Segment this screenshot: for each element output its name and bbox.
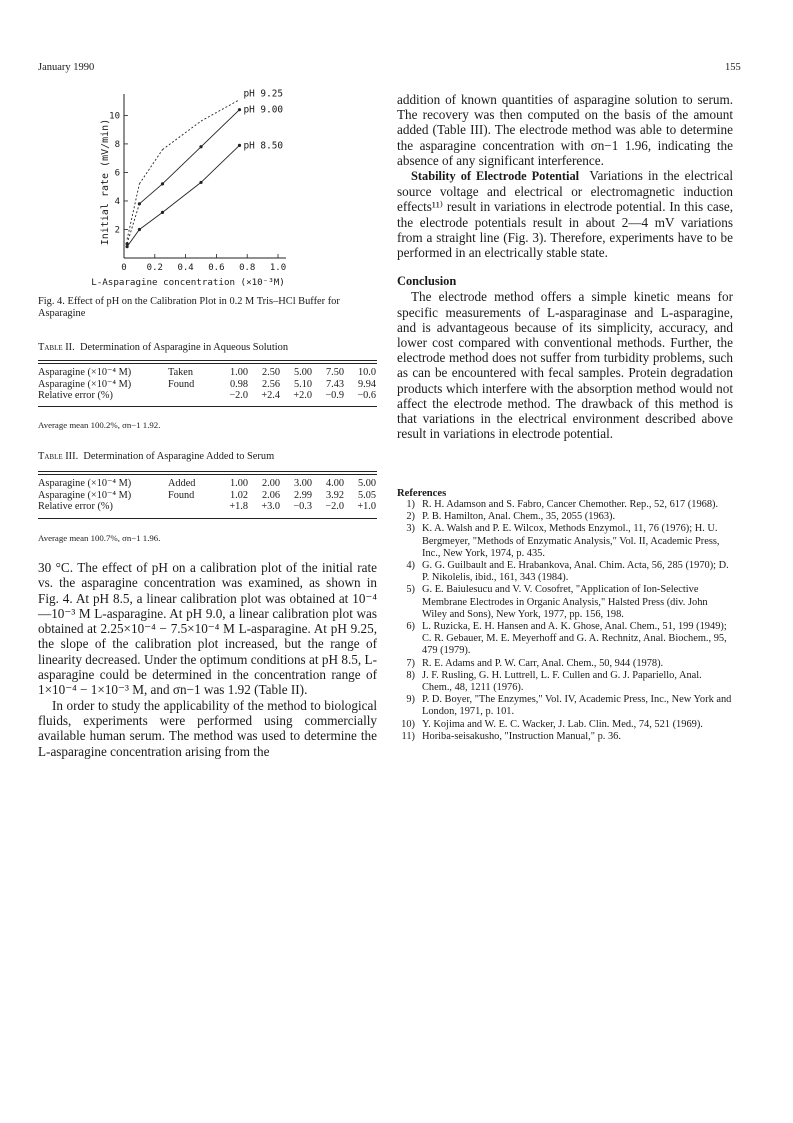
table3-row-kind	[168, 501, 216, 513]
reference-text: P. D. Boyer, "The Enzymes," Vol. IV, Academic Press, Inc., New York and London, 1971, p. 101.	[422, 694, 732, 718]
table3	[38, 478, 376, 513]
table3-row-kind: Added	[168, 478, 196, 489]
reference-text: Horiba-seisakusho, "Instruction Manual," p. 36.	[422, 730, 621, 742]
table3-cell: −0.3	[293, 501, 312, 512]
series-segment	[163, 147, 202, 184]
x-tick-label: 1.0	[269, 263, 287, 273]
reference-item	[397, 694, 733, 718]
table2-cell: 10.0	[357, 367, 376, 378]
table3-note: Average mean 100.7%, σn−1 1.96.	[38, 533, 161, 543]
right-paragraph-1: addition of known quantities of asparagine solution to serum. The recovery was then computed on the basis of the amount added (Table III). The electrode method was able to determine the asparagine concentration with σn−1 1.96, indicating the absence of any significant interference.	[397, 92, 733, 168]
table2-row	[38, 367, 376, 379]
reference-number: 4)	[406, 560, 415, 572]
table3-row	[38, 490, 376, 502]
series-label: pH 9.25	[243, 88, 284, 100]
figure-caption-text: Effect of pH on the Calibration Plot in 0.2 M Tris–HCl Buffer for Asparagine	[38, 296, 340, 319]
page-number: 155	[725, 62, 741, 73]
conclusion-text: The electrode method offers a simple kinetic means for specific measurements of L-asparaginase and L-asparagine, and is advantageous because of its simplicity, accuracy, and lower cost compared with conventional methods. Further, the electrode method does not suffer from turbidity problems, such as can be encountered with fecal samples. Protein degradation products which interfere with the absorption method would not affect the electrode method. The drawback of this method is that variations in the electrical environment described above result in variations in electrode potential.	[397, 289, 733, 442]
table2-title	[38, 342, 288, 354]
table3-cell: 1.00	[229, 478, 248, 489]
table3-cell: 1.02	[229, 489, 248, 501]
reference-number: 11)	[401, 730, 415, 742]
reference-number: 7)	[406, 657, 415, 669]
table3-cell: 3.00	[293, 478, 312, 489]
series-segment	[139, 212, 162, 229]
reference-text: P. B. Hamilton, Anal. Chem., 35, 2055 (1963).	[422, 511, 616, 523]
series-segment	[201, 100, 240, 121]
table3-cell: 5.00	[357, 478, 376, 489]
reference-item	[397, 731, 733, 743]
table3-row-name: Relative error (%)	[38, 501, 113, 512]
table3-cell: +1.8	[229, 501, 248, 512]
table3-cell: +3.0	[261, 501, 280, 512]
table2-cell: 5.10	[293, 378, 312, 390]
table3-label: Table III.	[38, 451, 79, 462]
table2	[38, 367, 376, 402]
table2-cell: 7.43	[325, 378, 344, 390]
table2-title-text: Determination of Asparagine in Aqueous Solution	[79, 342, 289, 353]
table2-cell: +2.0	[293, 390, 312, 401]
right-column-body	[397, 92, 733, 441]
data-point	[125, 245, 128, 248]
reference-text: G. G. Guilbault and E. Hrabankova, Anal. Chim. Acta, 56, 285 (1970); D. P. Nikolelis, ibid., 161, 343 (1984).	[422, 560, 729, 584]
table2-row-kind: Taken	[168, 367, 194, 378]
table2-row-kind	[168, 390, 216, 402]
table3-title-text: Determination of Asparagine Added to Serum	[83, 451, 275, 462]
table2-cell: 9.94	[357, 378, 376, 390]
figure-4-chart	[38, 86, 338, 291]
x-tick-label: 0.8	[239, 263, 256, 273]
table2-rule-top	[38, 360, 377, 361]
reference-number: 10)	[401, 718, 415, 730]
table3-title	[38, 451, 274, 463]
reference-text: J. F. Rusling, G. H. Luttrell, L. F. Cullen and G. J. Papariello, Anal. Chem., 48, 1211 (1976).	[422, 669, 702, 694]
figure-caption-label: Fig. 4.	[38, 296, 65, 307]
series-segment	[139, 184, 162, 204]
table3-cell: 4.00	[325, 478, 344, 489]
table2-note: Average mean 100.2%, σn−1 1.92.	[38, 420, 161, 430]
table2-row-name: Asparagine (×10⁻⁴ M)	[38, 378, 132, 390]
data-point	[238, 144, 241, 147]
chart-ticks	[109, 111, 286, 273]
reference-number: 5)	[406, 584, 415, 596]
reference-text: R. E. Adams and P. W. Carr, Anal. Chem., 50, 944 (1978).	[422, 657, 664, 669]
reference-text: K. A. Walsh and P. E. Wilcox, Methods Enzymol., 11, 76 (1976); H. U. Bergmeyer, "Methods of Enzymatic Analysis," Vol. II, Academic Press, Inc., New York, 1974, p. 435.	[422, 523, 720, 559]
data-point	[199, 145, 202, 148]
conclusion-heading: Conclusion	[397, 274, 457, 289]
table3-row-kind: Found	[168, 489, 195, 501]
reference-number: 2)	[406, 511, 415, 523]
table3-cell: 3.92	[325, 489, 344, 501]
figure-caption	[38, 296, 360, 320]
table2-row	[38, 390, 376, 402]
table2-label: Table II.	[38, 342, 75, 353]
table2-cell: +2.4	[261, 390, 280, 401]
reference-number: 3)	[406, 523, 415, 535]
y-tick-label: 10	[109, 111, 120, 122]
table2-cell: −0.9	[325, 390, 344, 401]
table2-cell: 0.98	[229, 378, 248, 390]
series-segment	[139, 150, 162, 184]
reference-number: 1)	[406, 499, 415, 510]
table2-row	[38, 379, 376, 391]
reference-number: 6)	[406, 621, 415, 633]
table3-rule-top	[38, 471, 377, 472]
references-section	[397, 488, 733, 743]
series-label: pH 9.00	[243, 104, 284, 116]
table3-cell: +1.0	[357, 501, 376, 512]
table3-rule-top2	[38, 474, 377, 475]
reference-item	[397, 621, 733, 658]
reference-item	[397, 560, 733, 584]
table3-row-name: Asparagine (×10⁻⁴ M)	[38, 478, 132, 489]
table2-row-name: Asparagine (×10⁻⁴ M)	[38, 367, 132, 378]
running-header-date: January 1990	[38, 62, 95, 73]
table3-cell: 5.05	[357, 489, 376, 501]
table2-cell: 2.56	[261, 378, 280, 390]
reference-text: Y. Kojima and W. E. C. Wacker, J. Lab. Clin. Med., 74, 521 (1969).	[422, 718, 703, 730]
y-tick-label: 8	[114, 139, 120, 150]
reference-number: 9)	[406, 694, 415, 706]
stability-text: Variations in the electrical source voltage and electrical or electromagnetic induction effects¹¹⁾ result in variations in electrode potential. In this case, the electrode potentials result in about 2—4 mV variations from a straight line (Fig. 3). Therefore, experiments have to be performed in an electrically stable state.	[397, 168, 733, 261]
table3-row	[38, 501, 376, 513]
y-tick-label: 4	[114, 196, 120, 207]
data-point	[238, 108, 241, 111]
table2-cell: 7.50	[325, 367, 344, 378]
table2-rule-top2	[38, 363, 377, 364]
reference-number: 8)	[406, 669, 415, 681]
reference-item	[397, 499, 733, 511]
series-segment	[163, 121, 202, 150]
reference-item	[397, 719, 733, 731]
left-column-body	[38, 560, 377, 759]
series-label: pH 8.50	[243, 140, 284, 152]
table2-row-name: Relative error (%)	[38, 390, 113, 401]
data-point	[138, 202, 141, 205]
table3-row-name: Asparagine (×10⁻⁴ M)	[38, 489, 132, 501]
references-heading: References	[397, 488, 447, 499]
table2-cell: −2.0	[229, 390, 248, 401]
reference-item	[397, 523, 733, 560]
y-tick-label: 6	[114, 168, 120, 179]
y-axis-label: Initial rate (mV/min)	[100, 118, 111, 246]
chart-series	[125, 89, 283, 248]
reference-item	[397, 670, 733, 694]
table2-cell: 2.50	[261, 367, 280, 378]
table3-cell: 2.00	[261, 478, 280, 489]
reference-text: G. E. Baiulesucu and V. V. Cosofret, "Application of Ion-Selective Membrane Electrodes in Organic Analysis," Halsted Press (div. John Wiley and Sons), New York, 1977, pp. 156, 198.	[422, 584, 708, 620]
data-point	[161, 211, 164, 214]
table3-cell: 2.06	[261, 489, 280, 501]
data-point	[161, 182, 164, 185]
x-tick-label: 0.4	[177, 263, 194, 273]
stability-heading: Stability of Electrode Potential	[411, 169, 580, 184]
series-segment	[127, 184, 139, 240]
table2-cell: −0.6	[357, 390, 376, 401]
table3-cell: 2.99	[293, 489, 312, 501]
reference-item	[397, 511, 733, 523]
table2-cell: 1.00	[229, 367, 248, 378]
table2-cell: 5.00	[293, 367, 312, 378]
table3-row	[38, 478, 376, 490]
series-segment	[201, 145, 240, 182]
table2-rule-bottom	[38, 406, 377, 407]
data-point	[138, 228, 141, 231]
reference-item	[397, 584, 733, 621]
reference-item	[397, 658, 733, 670]
series-segment	[163, 182, 202, 212]
left-paragraph-1: 30 °C. The effect of pH on a calibration plot of the initial rate vs. the asparagine concentration was examined, as shown in Fig. 4. At pH 8.5, a linear calibration plot was obtained at 10⁻⁴—10⁻³ M L-asparagine. At pH 9.0, a linear calibration plot was obtained at 2.25×10⁻⁴ − 7.5×10⁻⁴ M L-asparagine. At pH 9.25, the slope of the calibration plot increased, but the range of linearity decreased. Under the optimum conditions at pH 8.5, L-asparagine could be determined in the concentration range of 1×10⁻⁴ − 1×10⁻³ M, and σn−1 was 1.92 (Table II).	[38, 560, 377, 698]
table3-cell: −2.0	[325, 501, 344, 512]
x-tick-label: 0.6	[208, 263, 225, 273]
table2-row-kind: Found	[168, 378, 195, 390]
references-list	[397, 499, 733, 743]
left-paragraph-2: In order to study the applicability of the method to biological fluids, experiments were performed using commercially available human serum. The method was used to determine the L-asparagine concentration arising from the	[38, 697, 377, 759]
x-tick-label: 0	[121, 263, 127, 273]
x-axis-label: L-Asparagine concentration (×10⁻³M)	[91, 277, 285, 288]
reference-text: R. H. Adamson and S. Fabro, Cancer Chemother. Rep., 52, 617 (1968).	[422, 499, 719, 510]
series-segment	[201, 110, 240, 147]
table3-rule-bottom	[38, 518, 377, 519]
data-point	[199, 181, 202, 184]
reference-text: L. Ruzicka, E. H. Hansen and A. K. Ghose, Anal. Chem., 51, 199 (1949); C. R. Gebauer, M. E. Meyerhoff and G. A. Rechnitz, Anal. Biochem., 95, 479 (1979).	[422, 621, 727, 657]
y-tick-label: 2	[114, 225, 120, 236]
x-tick-label: 0.2	[146, 263, 163, 273]
